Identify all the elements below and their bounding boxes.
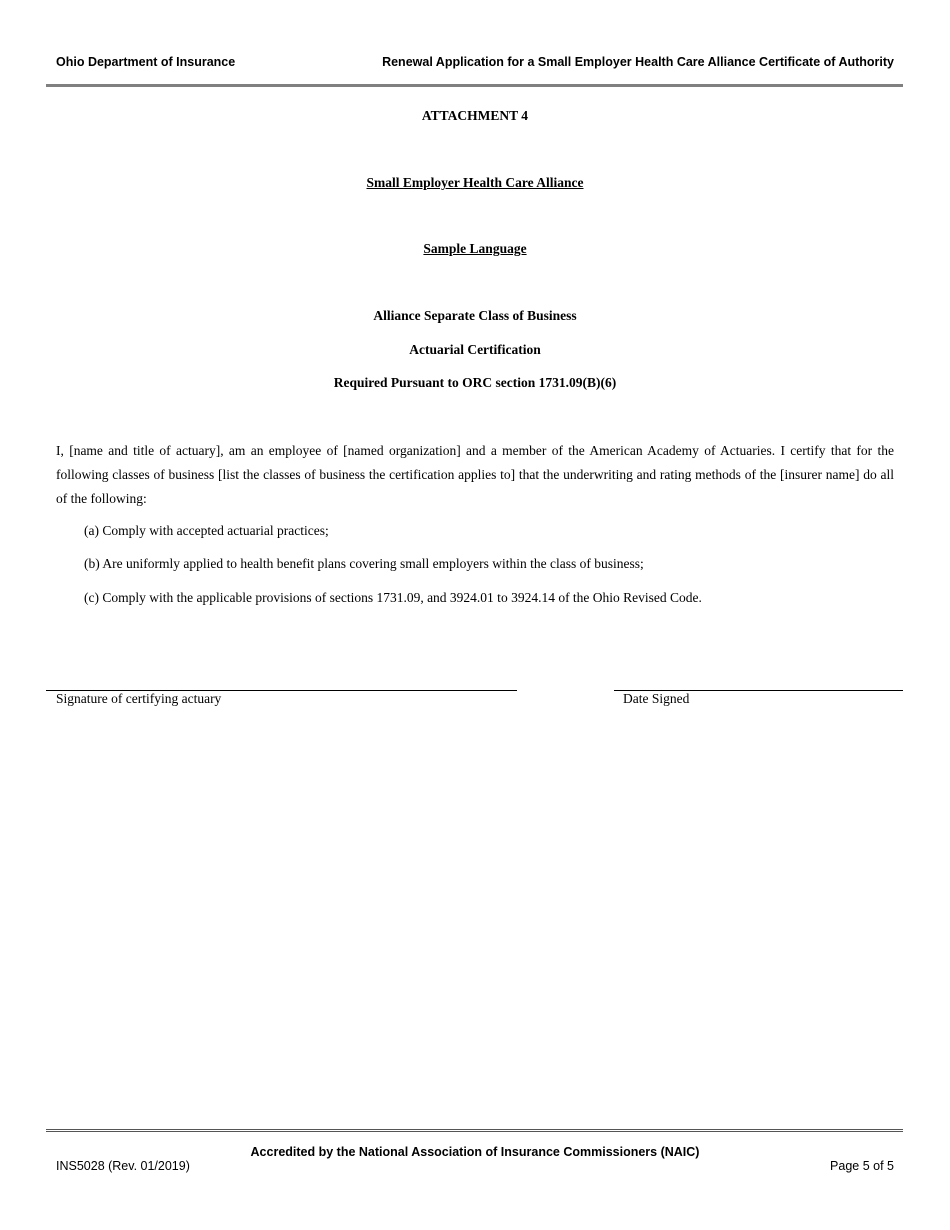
sample-language-text: Sample Language	[423, 241, 527, 256]
footer-page-number: Page 5 of 5	[830, 1159, 894, 1173]
attachment-title: ATTACHMENT 4	[421, 108, 529, 123]
list-item: (c) Comply with the applicable provisions of sections 1731.09, and 3924.01 to 3924.14 of the Ohio Revised Code.	[84, 590, 702, 605]
certification-paragraph: I, [name and title of actuary], am an employee of [named organization] and a member of the American Academy of Actuaries. I certify that for the following classes of business [list the classes of business the certification applies to] that the underwriting and rating methods of the [insurer name] do all of the following:	[56, 443, 894, 506]
list-item: (a) Comply with accepted actuarial practices;	[84, 523, 329, 538]
date-signed-label: Date Signed	[623, 691, 690, 706]
section-heading-orc: Required Pursuant to ORC section 1731.09(B)(6)	[333, 375, 617, 390]
subtitle-text: Small Employer Health Care Alliance	[366, 175, 584, 190]
header-form-title: Renewal Application for a Small Employer Health Care Alliance Certificate of Authority	[382, 55, 894, 69]
signature-label: Signature of certifying actuary	[56, 691, 222, 706]
footer-form-number: INS5028 (Rev. 01/2019)	[56, 1159, 190, 1173]
sample-language-heading	[0, 241, 950, 257]
footer-accreditation: Accredited by the National Association of Insurance Commissioners (NAIC)	[250, 1145, 700, 1159]
footer-divider	[46, 1129, 903, 1132]
header-divider	[46, 84, 903, 87]
list-item: (b) Are uniformly applied to health benefit plans covering small employers within the class of business;	[84, 556, 644, 571]
document-subtitle	[0, 175, 950, 191]
section-heading-class: Alliance Separate Class of Business	[373, 308, 577, 323]
header-department: Ohio Department of Insurance	[56, 55, 236, 69]
section-heading-certification: Actuarial Certification	[409, 342, 541, 357]
